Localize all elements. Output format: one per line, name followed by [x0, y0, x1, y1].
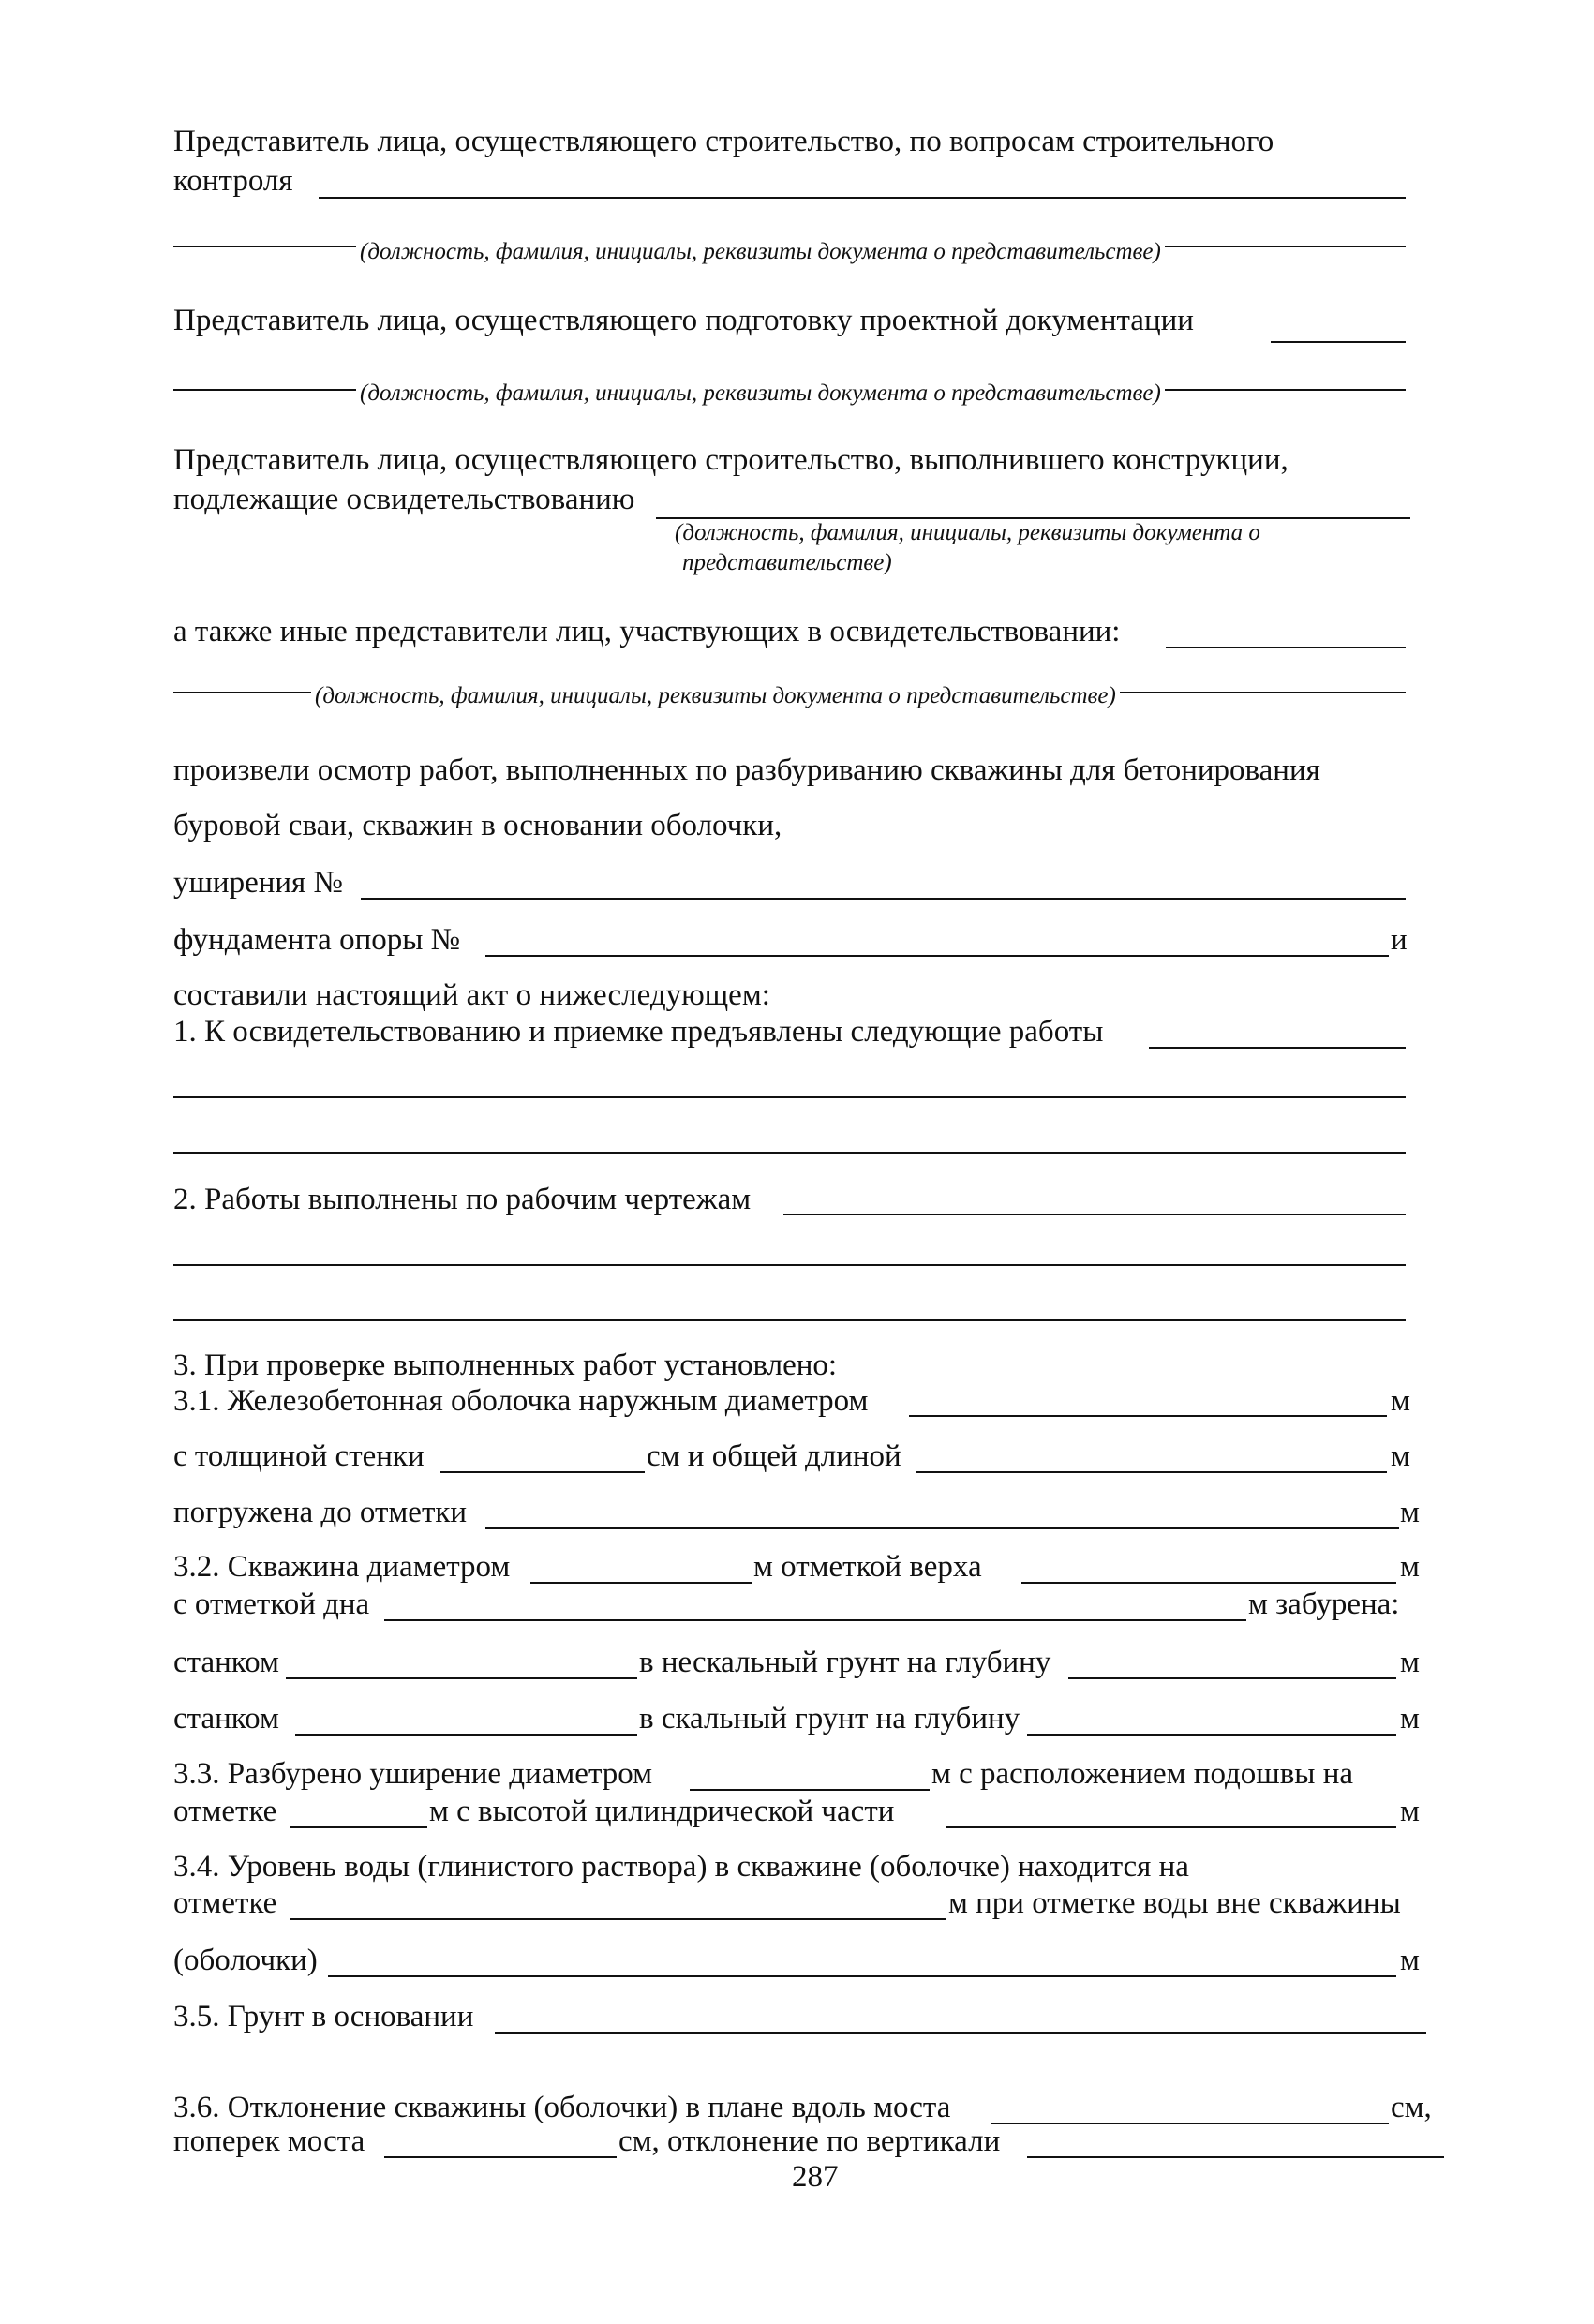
base-soil-field[interactable]	[495, 2032, 1426, 2034]
s3-1-a-label: 3.1. Железобетонная оболочка наружным диаметром	[173, 1384, 869, 1418]
well-diameter-field[interactable]	[530, 1582, 752, 1584]
s3-3-b-label-2: м с высотой цилиндрической части	[429, 1795, 895, 1828]
bottom-mark-field[interactable]	[384, 1619, 1246, 1621]
inspection-line1: произвели осмотр работ, выполненных по разбуриванию скважины для бетонирования	[173, 753, 1320, 787]
widening-no-field[interactable]	[361, 898, 1406, 900]
vertical-deviation-field[interactable]	[1027, 2156, 1444, 2158]
s3-3-a-label-2: м с расположением подошвы на	[931, 1757, 1354, 1791]
s3-2-d-label: станком	[173, 1702, 279, 1736]
unit-m-5: м	[1400, 1646, 1420, 1679]
s3-3-b-label: отметке	[173, 1795, 277, 1828]
s3-3-a-label: 3.3. Разбурено уширение диаметром	[173, 1757, 653, 1791]
sole-mark-field[interactable]	[290, 1826, 427, 1828]
unit-m-7: м	[1400, 1795, 1420, 1828]
unit-m-3: м	[1400, 1496, 1420, 1529]
unit-m-8: м	[1400, 1944, 1420, 1977]
compiled-label: составили настоящий акт о нижеследующем:	[173, 978, 770, 1012]
s3-2-a-label: 3.2. Скважина диаметром	[173, 1550, 511, 1584]
s3-2-b-label: с отметкой дна	[173, 1587, 370, 1621]
outer-diameter-field[interactable]	[909, 1415, 1387, 1417]
rep-builder-control-line1: Представитель лица, осуществляющего строительство, по вопросам строительного	[173, 125, 1274, 158]
caption-position-1: (должность, фамилия, инициалы, реквизиты документа о представительстве)	[356, 238, 1165, 266]
total-length-field[interactable]	[916, 1471, 1387, 1473]
depth-nonrock-field[interactable]	[1068, 1677, 1396, 1679]
widening-diameter-field[interactable]	[690, 1789, 930, 1791]
page-number: 287	[792, 2160, 839, 2194]
s3-1-b-label-2: см и общей длиной	[647, 1439, 901, 1473]
s3-2-b-label-2: м забурена:	[1248, 1587, 1400, 1621]
and-label: и	[1391, 923, 1408, 957]
unit-m-1: м	[1391, 1384, 1410, 1418]
item2-field-2[interactable]	[173, 1264, 1406, 1266]
depth-rock-field[interactable]	[1027, 1734, 1396, 1736]
s3-6-b-label-2: см, отклонение по вертикали	[618, 2124, 1001, 2158]
unit-cm-1: см,	[1391, 2091, 1432, 2124]
rep-executor-line1: Представитель лица, осуществляющего строительство, выполнившего конструкции,	[173, 443, 1289, 477]
s3-4-a-label: 3.4. Уровень воды (глинистого раствора) в скважине (оболочке) находится на	[173, 1850, 1189, 1884]
immersion-mark-field[interactable]	[485, 1527, 1399, 1529]
s3-4-b-label: отметке	[173, 1886, 277, 1920]
rep-builder-control-field[interactable]	[319, 197, 1406, 199]
caption-position-2: (должность, фамилия, инициалы, реквизиты документа о представительстве)	[356, 380, 1165, 408]
unit-m-4: м	[1400, 1550, 1420, 1584]
item2-label: 2. Работы выполнены по рабочим чертежам	[173, 1183, 752, 1216]
item3-header: 3. При проверке выполненных работ установлено:	[173, 1348, 838, 1382]
deviation-across-field[interactable]	[384, 2156, 617, 2158]
rig-nonrock-field[interactable]	[286, 1677, 637, 1679]
unit-m-2: м	[1391, 1439, 1410, 1473]
s3-1-c-label: погружена до отметки	[173, 1496, 468, 1529]
item1-label: 1. К освидетельствованию и приемке предъявлены следующие работы	[173, 1015, 1104, 1049]
rep-design-label: Представитель лица, осуществляющего подготовку проектной документации	[173, 304, 1194, 337]
s3-6-b-label: поперек моста	[173, 2124, 365, 2158]
outside-water-mark-field[interactable]	[328, 1975, 1396, 1977]
caption-executor-2: представительстве)	[682, 550, 892, 575]
caption-position-3: (должность, фамилия, инициалы, реквизиты документа о представительстве)	[311, 682, 1120, 710]
foundation-no-label: фундамента опоры №	[173, 923, 461, 957]
water-level-field[interactable]	[290, 1918, 946, 1920]
cylinder-height-field[interactable]	[946, 1826, 1396, 1828]
caption-executor-1: (должность, фамилия, инициалы, реквизиты документа о	[675, 520, 1260, 545]
foundation-no-field[interactable]	[485, 955, 1389, 957]
item2-field[interactable]	[783, 1214, 1406, 1215]
s3-5-label: 3.5. Грунт в основании	[173, 2000, 474, 2034]
s3-2-d-label-2: в скальный грунт на глубину	[639, 1702, 1020, 1736]
item1-field[interactable]	[1149, 1047, 1406, 1049]
item1-field-3[interactable]	[173, 1152, 1406, 1154]
widening-no-label: уширения №	[173, 866, 343, 900]
item2-field-3[interactable]	[173, 1319, 1406, 1321]
s3-2-c-label-2: в нескальный грунт на глубину	[639, 1646, 1051, 1679]
s3-1-b-label: с толщиной стенки	[173, 1439, 425, 1473]
s3-4-c-label: (оболочки)	[173, 1944, 318, 1977]
top-mark-field[interactable]	[1021, 1582, 1396, 1584]
s3-2-c-label: станком	[173, 1646, 279, 1679]
other-reps-label: а также иные представители лиц, участвующих в освидетельствовании:	[173, 615, 1121, 648]
item1-field-2[interactable]	[173, 1096, 1406, 1098]
rep-executor-line2: подлежащие освидетельствованию	[173, 483, 635, 516]
unit-m-6: м	[1400, 1702, 1420, 1736]
s3-2-a-label-2: м отметкой верха	[753, 1550, 982, 1584]
deviation-along-field[interactable]	[991, 2123, 1389, 2124]
wall-thickness-field[interactable]	[440, 1471, 645, 1473]
other-reps-field[interactable]	[1166, 647, 1406, 648]
rep-builder-control-line2: контроля	[173, 164, 293, 198]
s3-4-b-label-2: м при отметке воды вне скважины	[948, 1886, 1401, 1920]
inspection-line2: буровой сваи, скважин в основании оболочки,	[173, 809, 782, 842]
rig-rock-field[interactable]	[295, 1734, 637, 1736]
rep-design-field[interactable]	[1271, 341, 1406, 343]
s3-6-a-label: 3.6. Отклонение скважины (оболочки) в плане вдоль моста	[173, 2091, 951, 2124]
